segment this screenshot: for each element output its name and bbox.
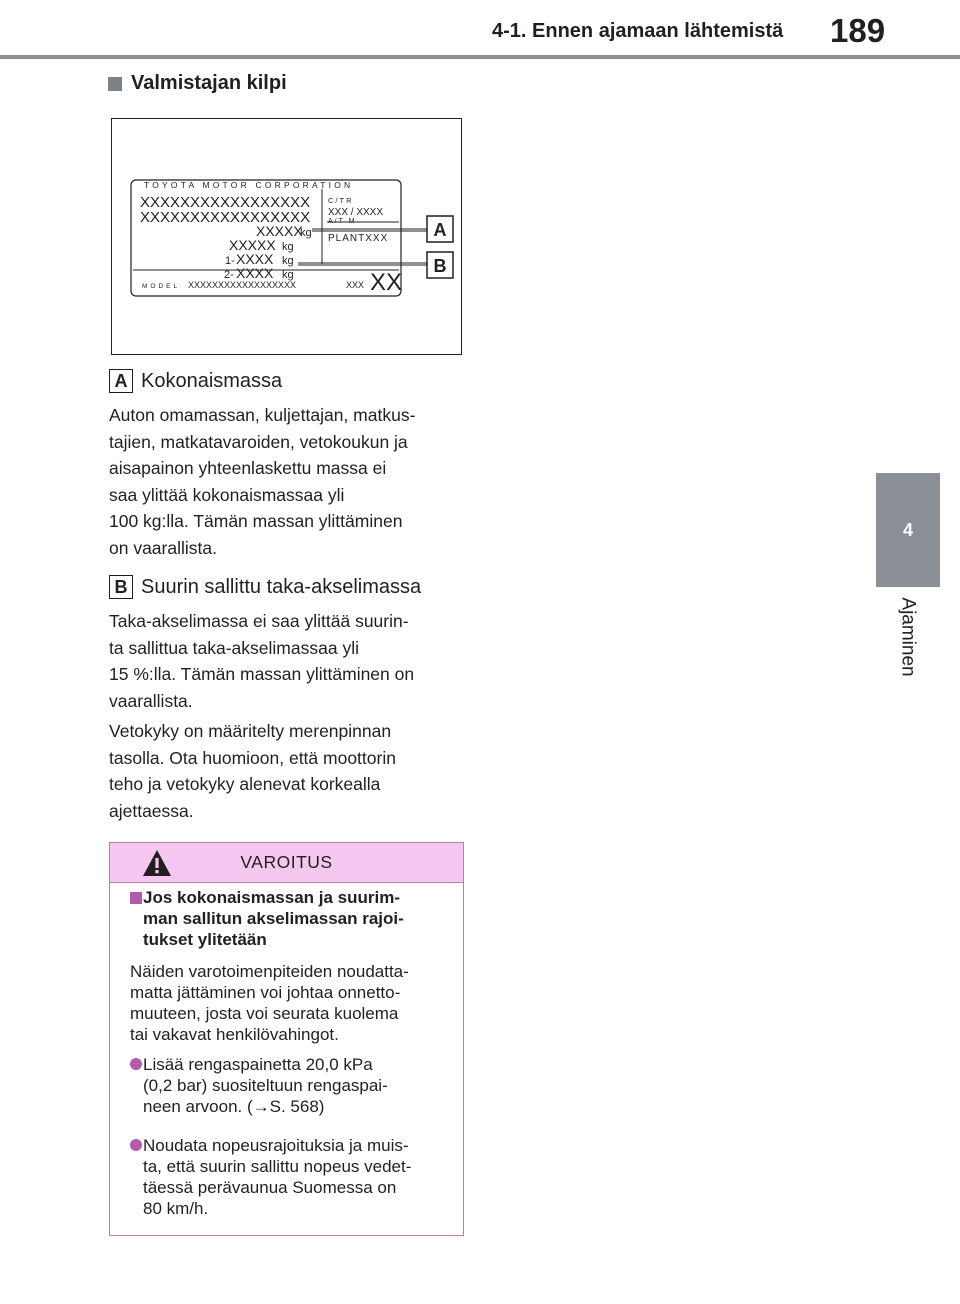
plate-axle-2-prefix: 2-	[224, 269, 234, 281]
text-line: Lisää rengaspainetta 20,0 kPa	[143, 1055, 373, 1074]
plate-ctr-label: C/TR	[328, 196, 354, 205]
plate-unit-2: kg	[282, 241, 294, 253]
page-number: 189	[830, 12, 886, 49]
text-line: Noudata nopeusrajoituksia ja muis-	[143, 1136, 409, 1155]
plate-mass-2: XXXXX	[229, 237, 276, 253]
plate-unit-3: kg	[282, 255, 294, 267]
warning-header	[110, 843, 463, 883]
plate-axle-1: XXXX	[236, 251, 274, 267]
text-line: 100 kg:lla. Tämän massan ylittäminen	[109, 511, 403, 531]
text-line: tai vakavat henkilövahingot.	[130, 1025, 339, 1044]
plate-axle-2: XXXX	[236, 265, 274, 281]
warning-bullet-1	[130, 1054, 450, 1117]
manufacturer-plate-figure	[111, 118, 462, 355]
plate-illustration	[112, 119, 463, 356]
text-line: Näiden varotoimenpiteiden noudatta-	[130, 962, 409, 981]
text-line: man sallitun akselimassan rajoi-	[143, 909, 404, 928]
plate-model-label: MODEL	[142, 283, 181, 290]
square-bullet-icon	[108, 77, 122, 91]
plate-vin-1: XXXXXXXXXXXXXXXXX	[140, 194, 311, 211]
square-bullet-icon	[130, 892, 142, 904]
text-line: aisapainon yhteenlaskettu massa ei	[109, 458, 387, 478]
text-line: on vaarallista.	[109, 537, 217, 558]
item-a-title: Kokonaismassa	[141, 369, 283, 392]
text-line: vaarallista.	[109, 690, 193, 711]
warning-paragraph	[130, 961, 450, 1045]
text-line: tasolla. Ota huomioon, että moottorin	[109, 747, 396, 768]
plate-ctr-value: XXX / XXXX	[328, 207, 384, 218]
towing-note	[109, 718, 464, 824]
text-line: Jos kokonaismassan ja suurim-	[143, 888, 400, 907]
text-line: muuteen, josta voi seurata kuolema	[130, 1004, 399, 1023]
warning-bullet-2	[130, 1135, 450, 1219]
text-line: tajien, matkatavaroiden, vetokoukun ja	[109, 431, 408, 452]
plate-unit-4: kg	[282, 269, 294, 281]
item-b-heading	[109, 575, 421, 599]
item-a-heading	[109, 369, 282, 393]
chapter-tab-number[interactable]: 4	[876, 473, 940, 587]
plate-company: TOYOTA MOTOR CORPORATION	[144, 180, 354, 190]
warning-title: VAROITUS	[240, 852, 333, 872]
plate-atm-label: A/T M	[328, 218, 357, 225]
text-line: saa ylittää kokonaismassaa yli	[109, 484, 345, 505]
callout-b: B	[433, 256, 447, 276]
plate-big-code: XX	[370, 269, 403, 296]
item-a-badge: A	[109, 369, 133, 393]
text-line: neen arvoon. (→S. 568)	[143, 1097, 325, 1116]
warning-box	[109, 842, 464, 1236]
item-a-description	[109, 402, 464, 561]
round-bullet-icon	[130, 1058, 142, 1070]
text-line: teho ja vetokyky alenevat korkealla	[109, 774, 381, 794]
plate-unit-1: kg	[300, 227, 312, 239]
item-b-badge: B	[109, 575, 133, 599]
header-rule	[0, 55, 960, 59]
text-line: (0,2 bar) suositeltuun rengaspai-	[143, 1076, 388, 1095]
plate-model-code: XXX	[346, 280, 365, 290]
plate-model-value: XXXXXXXXXXXXXXXXXX	[188, 280, 297, 290]
warning-subheading	[130, 887, 450, 950]
plate-vin-2: XXXXXXXXXXXXXXXXX	[140, 209, 311, 226]
chapter-tab-label: Ajaminen	[898, 597, 919, 677]
text-line: tukset ylitetään	[143, 930, 267, 949]
text-line: täessä perävaunua Suomessa on	[143, 1178, 397, 1197]
chapter-title: 4-1. Ennen ajamaan lähtemistä	[492, 20, 784, 42]
chapter-tab-label-wrap	[876, 587, 940, 687]
item-b-description	[109, 608, 464, 714]
plate-mass-1: XXXXX	[256, 223, 303, 239]
section-heading-text: Valmistajan kilpi	[131, 72, 287, 94]
plate-axle-1-prefix: 1-	[225, 255, 235, 267]
text-line: ajettaessa.	[109, 800, 194, 821]
warning-triangle-icon	[142, 849, 172, 877]
section-heading	[108, 72, 287, 95]
text-line: ta, että suurin sallittu nopeus vedet-	[143, 1157, 412, 1176]
text-line: Vetokyky on määritelty merenpinnan	[109, 721, 392, 741]
text-line: Taka-akselimassa ei saa ylittää suurin-	[109, 611, 409, 631]
text-line: Auton omamassan, kuljettajan, matkus-	[109, 405, 416, 425]
round-bullet-icon	[130, 1139, 142, 1151]
plate-plant: PLANTXXX	[328, 233, 389, 244]
callout-a: A	[433, 220, 447, 240]
text-line: 80 km/h.	[143, 1199, 209, 1218]
text-line: matta jättäminen voi johtaa onnetto-	[130, 983, 401, 1002]
item-b-title: Suurin sallittu taka-akselimassa	[141, 575, 422, 598]
text-line: 15 %:lla. Tämän massan ylittäminen on	[109, 664, 415, 684]
text-line: ta sallittua taka-akselimassaa yli	[109, 637, 359, 658]
